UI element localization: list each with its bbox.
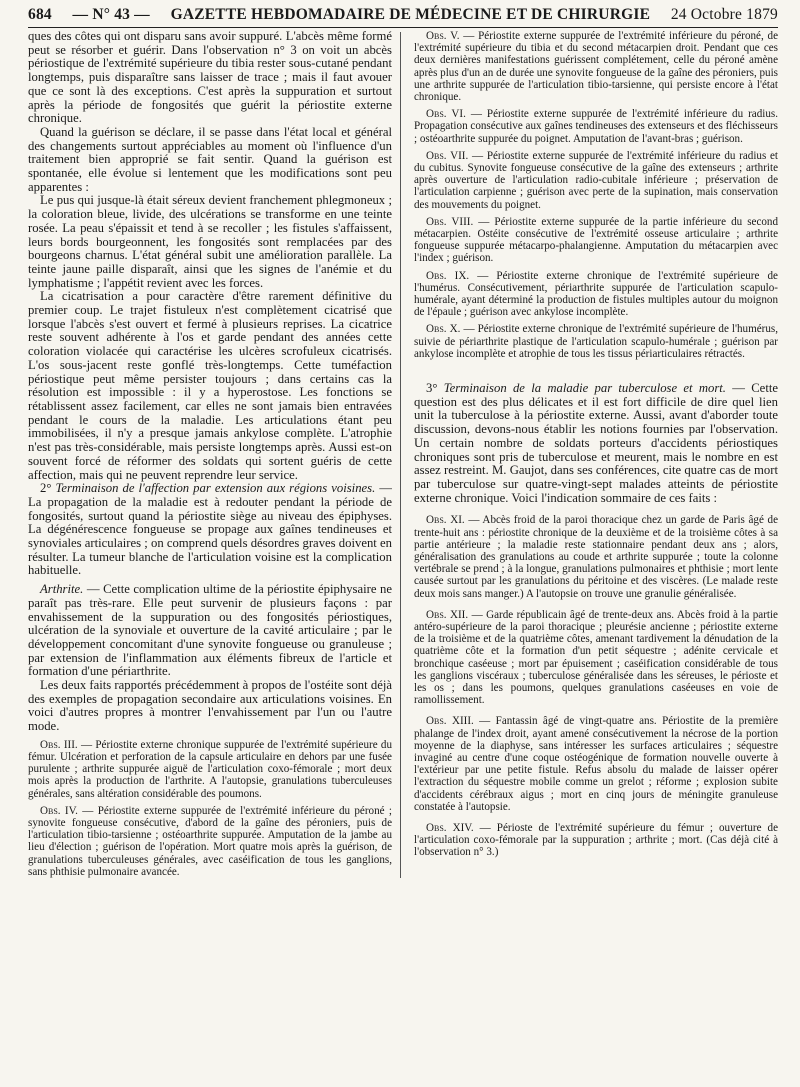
paragraph: La cicatrisation a pour caractère d'être rarement définitive du premier coup. Le trajet fistuleux n'est complètement cicatrisé que lorsque l'abcès s'est ouvert et fermé à plusieurs reprises. La cicatrice reste souvent adhérente à l'os et garde pendant des années cette coloration violacée qui caractérise les ulcères scrofuleux cicatrisés. L'os sous-jacent reste gonflé très-longtemps. Cette tuméfaction périostique peut même persister toujours ; dans certains cas la résolution est impossible : il y a hyperostose. Les fonctions se rétablissent assez facilement, car elles ne sont jamais bien entravées pendant le cours de la maladie. Les articulations étant peu immobilisées, il n'y a presque jamais ankylose complète. L'atrophie n'est pas très-considérable, mais persiste longtemps après. Aussi est-on souvent forcé de réformer des soldats qui sortent guéris de cette affection, mais qui ne peuvent reprendre leur service. [28,289,392,482]
observation: Obs. IV. — Périostite externe suppurée de l'extrémité inférieure du péroné ; synovite fongueuse consécutive, d'abord de la gaîne des péroniers, puis de l'articulation tibio-tarsienne ; ostéoarthrite suppurée. Amputation de la jambe au lieu d'élection ; guérison de l'opération. Mort quatre mois après la guérison, de granulations tuberculeuses générales, avec caséification de tous les ganglions, sans phthisie pulmonaire avancée. [28,804,392,878]
observation-label: Obs. VI. [426,108,466,121]
section-title: Terminaison de la maladie par tuberculose et mort. [443,381,726,396]
section-paragraph: Arthrite. — Cette complication ultime de la périostite épiphysaire ne paraît pas très-rare. Elle peut survenir de plusieurs façons : par envahissement de la suppuration ou des fongosités périostiques, ulcération de la synoviale et ouverture de la cavité articulaire ; par le développement concomitant d'une synovite fongueuse ou granuleuse ; par extension de l'inflammation aux éléments fibreux de l'article et formation d'une périarthrite. [28,582,392,679]
observation-label: Obs. X. [426,323,461,336]
page-header [28,6,778,28]
column-divider [400,32,401,878]
left-column [28,30,392,878]
paragraph: Quand la guérison se déclare, il se passe dans l'état local et général des changements surtout appréciables au moment où l'influence d'un traitement bien approprié se fait sentir. Quand la guérison est spontanée, elle évolue si lentement que les modifications sont peu apparentes : [28,124,392,194]
observation-label: Obs. XIII. [426,715,474,728]
observation: Obs. VII. — Périostite externe suppurée de l'extrémité inférieure du radius et du cubitus. Synovite fongueuse consécutive de la gaîne des extenseurs ; arthrite après ouverture de l'articulation radio-cubitale inférieure ; préservation de l'articulation carpienne ; guérison avec perte de la supination, mais conservation des mouvements du poignet. [414,149,778,211]
paragraph: ques des côtes qui ont disparu sans avoir suppuré. L'abcès même formé peut se résorber et guérir. Dans l'observation n° 3 on voit un abcès périostique de l'extrémité supérieure du tibia rester sous-cutané pendant longtemps, puis disparaître sans laisser de trace ; mais il faut avouer que ce sont là des exceptions. C'est après la suppuration et surtout après la période de fongosités que guérit la périostite externe chronique. [28,30,392,126]
observation: Obs. XIII. — Fantassin âgé de vingt-quatre ans. Périostite de la première phalange de l'index droit, ayant amené consécutivement la nécrose de la portion moyenne de la diaphyse, sans intéresser les surfaces articulaires ; séquestre invaginé au centre d'une coque ostéogénique de formation nouvelle ouverte à l'extérieur par une petite fistule. Refus absolu du malade de laisser opérer l'extraction du séquestre mobile comme un grelot ; réforme ; explosion subite d'accidents cérébraux aigus ; mort en cinq jours de méningite granuleuse constatée à l'autopsie. [414,715,778,813]
observation-label: Obs. IV. [40,804,78,817]
journal-title: GAZETTE HEBDOMADAIRE DE MÉDECINE ET DE CHIRURGIE [170,6,651,23]
observation: Obs. XI. — Abcès froid de la paroi thoracique chez un garde de Paris âgé de trente-huit ans : périostite chronique de la deuxième et de la troisième côtes à sa partie antérieure ; la maladie reste stationnaire pendant deux ans ; alors, généralisation des granulations au coude et arthrite suppurée ; toute la colonne vertébrale se prend ; à la longue, granulations pulmonaires et phthisie ; mort lente causée surtout par les granulations du péritoine et des viscères. (Le malade reste deux mois sans manger.) A l'autopsie on trouve une granulie généralisée. [414,514,778,600]
observation: Obs. XIV. — Périoste de l'extrémité supérieure du fémur ; ouverture de l'articulation coxo-fémorale par la suppuration ; arthrite ; mort. (Cas déjà cité à l'observation n° 3.) [414,822,778,859]
two-column-body [28,30,778,878]
right-column [414,30,778,878]
observation-label: Obs. IX. [426,269,470,282]
section-paragraph: 3° Terminaison de la maladie par tuberculose et mort. — Cette question est des plus délicates et il est fort difficile de dire quel lien unit la tuberculose à la périostite externe. Aussi, avant d'aborder toute discussion, devons-nous établir les notions fournies par l'observation. Un certain nombre de soldats porteurs d'accidents périostiques chroniques sont pris de tuberculose et meurent, mais le nombre en est assez restreint. M. Gaujot, dans ses conférences, cite quatre cas de mort par tuberculose sur quatre-vingt-sept malades atteints de périostite externe chronique. Voici l'indication sommaire de ces faits : [414,381,778,505]
observation: Obs. III. — Périostite externe chronique suppurée de l'extrémité supérieure du fémur. Ulcération et perforation de la capsule articulaire en dehors par une fusée purulente ; arthrite suppurée aiguë de l'articulation coxo-fémorale ; mort deux mois après la production de l'arthrite. A l'autopsie, granulations tuberculeuses générales, sans altération considérable des poumons. [28,738,392,800]
section-title: Terminaison de l'affection par extension aux régions voisines. [55,481,376,496]
section-paragraph: 2° Terminaison de l'affection par extension aux régions voisines. — La propagation de la maladie est à redouter pendant la période de fongosités, surtout quand la périostite siège au niveau des épiphyses. La dégénérescence fongueuse se propage aux gaînes tendineuses et synoviales articulaires ; on comprend quels désordres graves doivent en résulter. La tumeur blanche de l'articulation voisine est la complication habituelle. [28,481,392,578]
observation: Obs. IX. — Périostite externe chronique de l'extrémité supérieure de l'humérus. Consécutivement, périarthrite suppurée de l'articulation scapulo-humérale, ayant déterminé la production de fistules multiples autour du moignon de l'épaule ; guérison avec ankylose incomplète. [414,269,778,319]
paragraph: Le pus qui jusque-là était séreux devient franchement phlegmoneux ; la coloration bleue, livide, des ulcérations se transforme en une teinte rosée. La peau s'épaissit et tend à se recoller ; les fistules s'affaissent, leurs bords bourgeonnent, les fongosités sont remplacées par des bourgeons charnus. L'état général subit une amélioration parallèle. La teinte jaune paille disparaît, ainsi que les signes de l'anémie et du lymphatisme ; l'appétit revient avec les forces. [28,193,392,290]
observation-label: Obs. VIII. [426,215,474,228]
page-number: 684 [28,6,52,23]
paragraph: Les deux faits rapportés précédemment à propos de l'ostéite sont déjà des exemples de propagation secondaire aux articulations voisines. En voici d'autres propres à montrer l'envahissement par l'un ou l'autre mode. [28,678,392,734]
observation: Obs. XII. — Garde républicain âgé de trente-deux ans. Abcès froid à la partie antéro-supérieure de la paroi thoracique ; pleurésie ancienne ; périostite externe de la troisième et de la quatrième côtes, amenant tardivement la dénudation de la quatrième côte et la formation d'un petit séquestre ; adénite cervicale et bronchique caséeuse ; mort par épuisement ; caséification considérable de tous les ganglions viscéraux ; tuberculose généralisée dans les séreuses, le périoste et les os ; dans les poumons, quelques granulations caséeuses en voie de ramollissement. [414,608,778,707]
section-title: Arthrite. [40,582,84,597]
observation-label: Obs. XIV. [426,822,474,835]
issue-date: 24 Octobre 1879 [670,6,778,23]
observation: Obs. VIII. — Périostite externe suppurée de la partie inférieure du second métacarpien. Ostéite consécutive de l'extrémité osseuse articulaire ; arthrite fongueuse suppurée métacarpo-phalangienne. Amputation du métacarpien avec l'index ; guérison. [414,215,778,265]
observation-label: Obs. VII. [426,149,469,162]
observation: Obs. X. — Périostite externe chronique de l'extrémité supérieure de l'humérus, suivie de périarthrite plastique de l'articulation scapulo-humérale ; guérison par ankylose incomplète et atrophie de tous les tissus périarticulaires rétractés. [414,323,778,360]
observation: Obs. VI. — Périostite externe suppurée de l'extrémité inférieure du radius. Propagation consécutive aux gaînes tendineuses des extenseurs et des fléchisseurs ; ostéoarthrite suppurée du poignet. Amputation de l'avant-bras ; guérison. [414,108,778,145]
observation-label: Obs. XI. [426,514,465,527]
observation-label: Obs. V. [426,30,460,42]
issue-number: — N° 43 — [72,6,150,23]
observation-label: Obs. XII. [426,608,469,621]
observation-label: Obs. III. [40,738,78,751]
observation: Obs. V. — Périostite externe suppurée de l'extrémité inférieure du péroné, de l'extrémité supérieure du tibia et du second métacarpien droit. Pendant que ces deux dernières manifestations guérissent complétement, celle du péroné amène après plus d'un an de durée une synovite fongueuse de la gaîne des péroniers, puis une arthrite suppurée de l'articulation tibio-tarsienne, qui persiste encore à l'état chronique. [414,30,778,104]
